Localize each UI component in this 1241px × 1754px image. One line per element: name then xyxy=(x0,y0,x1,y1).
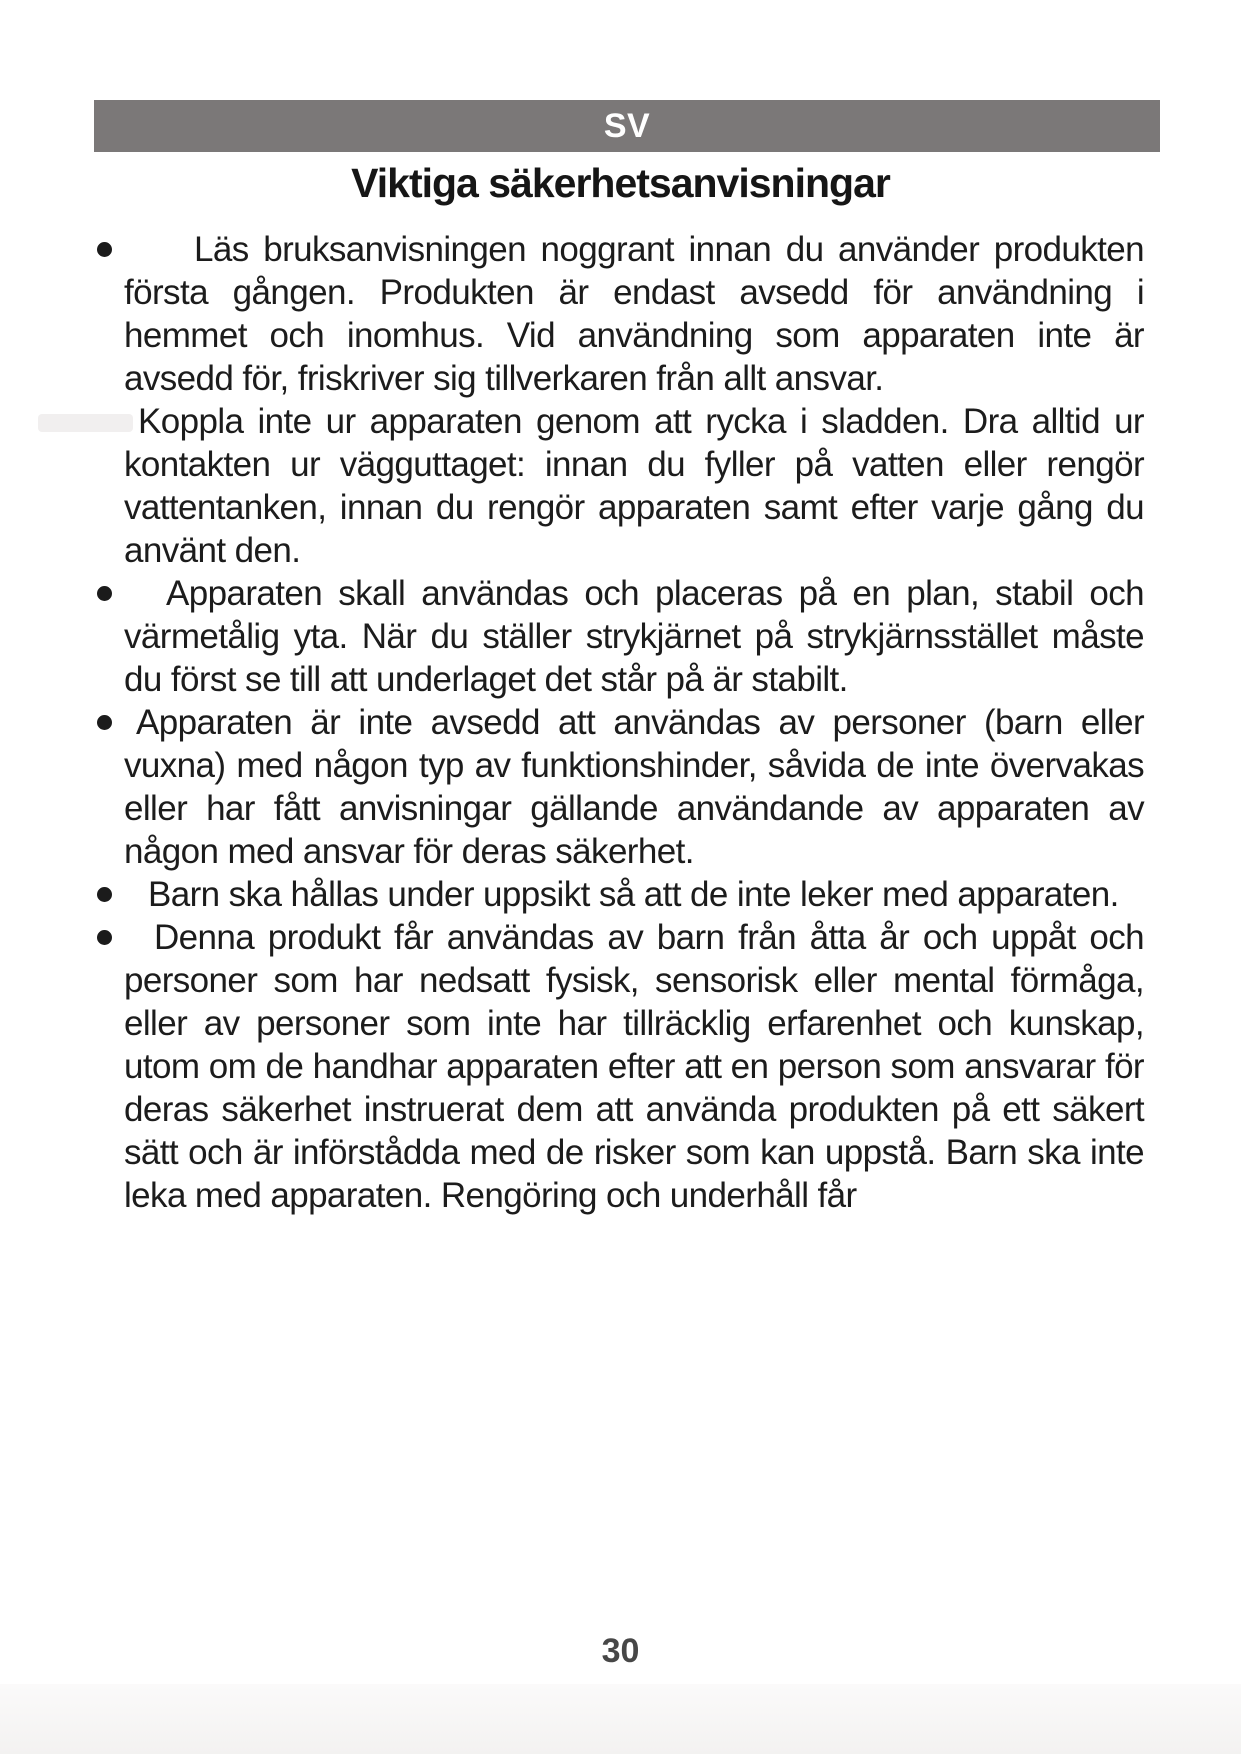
safety-bullet-item xyxy=(124,228,1144,400)
bullet-text: Apparaten är inte avsedd att användas av personer (barn eller vuxna) med någon typ av funktionshinder, såvida de inte övervakas eller har fått anvisningar gällande användande av apparaten av någon med ansvar för deras säkerhet. xyxy=(124,703,1144,871)
scan-artifact-smudge xyxy=(38,414,133,432)
bullet-text: Apparaten skall användas och placeras på en plan, stabil och värmetålig yta. När du ställer strykjärnet på strykjärnsstället måste du först se till att underlaget det står på är stabilt. xyxy=(124,574,1144,699)
page-title: Viktiga säkerhetsanvisningar xyxy=(351,160,890,206)
bullet-dot-icon xyxy=(97,586,112,601)
bullet-dot-icon xyxy=(97,242,112,257)
bullet-text: Barn ska hållas under uppsikt så att de inte leker med apparaten. xyxy=(148,875,1119,914)
safety-bullet-item xyxy=(124,701,1144,873)
safety-bullet-item xyxy=(124,572,1144,701)
bullet-text: Läs bruksanvisningen noggrant innan du använder produkten första gången. Produkten är endast avsedd för användning i hemmet och inomhus. Vid användning som apparaten inte är avsedd för, friskriver sig tillverkaren från allt ansvar. xyxy=(124,230,1144,398)
safety-bullet-item xyxy=(124,916,1144,1217)
language-badge: SV xyxy=(603,107,651,145)
bullet-dot-icon xyxy=(97,930,112,945)
page-number: 30 xyxy=(601,1632,640,1670)
safety-bullet-item xyxy=(124,873,1144,916)
scan-artifact-bottom-shading xyxy=(0,1684,1241,1754)
bullet-dot-icon xyxy=(97,887,112,902)
bullet-text: Koppla inte ur apparaten genom att rycka i sladden. Dra alltid ur kontakten ur vägguttaget: innan du fyller på vatten eller rengör vattentanken, innan du rengör apparaten samt efter varje gång du använt den. xyxy=(124,402,1144,570)
language-header-bar xyxy=(94,100,1160,152)
safety-bullet-item xyxy=(124,400,1144,572)
bullet-dot-icon xyxy=(97,715,112,730)
bullet-text: Denna produkt får användas av barn från åtta år och uppåt och personer som har nedsatt fysisk, sensorisk eller mental förmåga, eller av personer som inte har tillräcklig erfarenhet och kunskap, utom om de handhar apparaten efter att en person som ansvarar för deras säkerhet instruerat dem att använda produkten på ett säkert sätt och är införstådda med de risker som kan uppstå. Barn ska inte leka med apparaten. Rengöring och underhåll får xyxy=(124,918,1144,1215)
safety-instructions-list xyxy=(124,228,1144,1217)
